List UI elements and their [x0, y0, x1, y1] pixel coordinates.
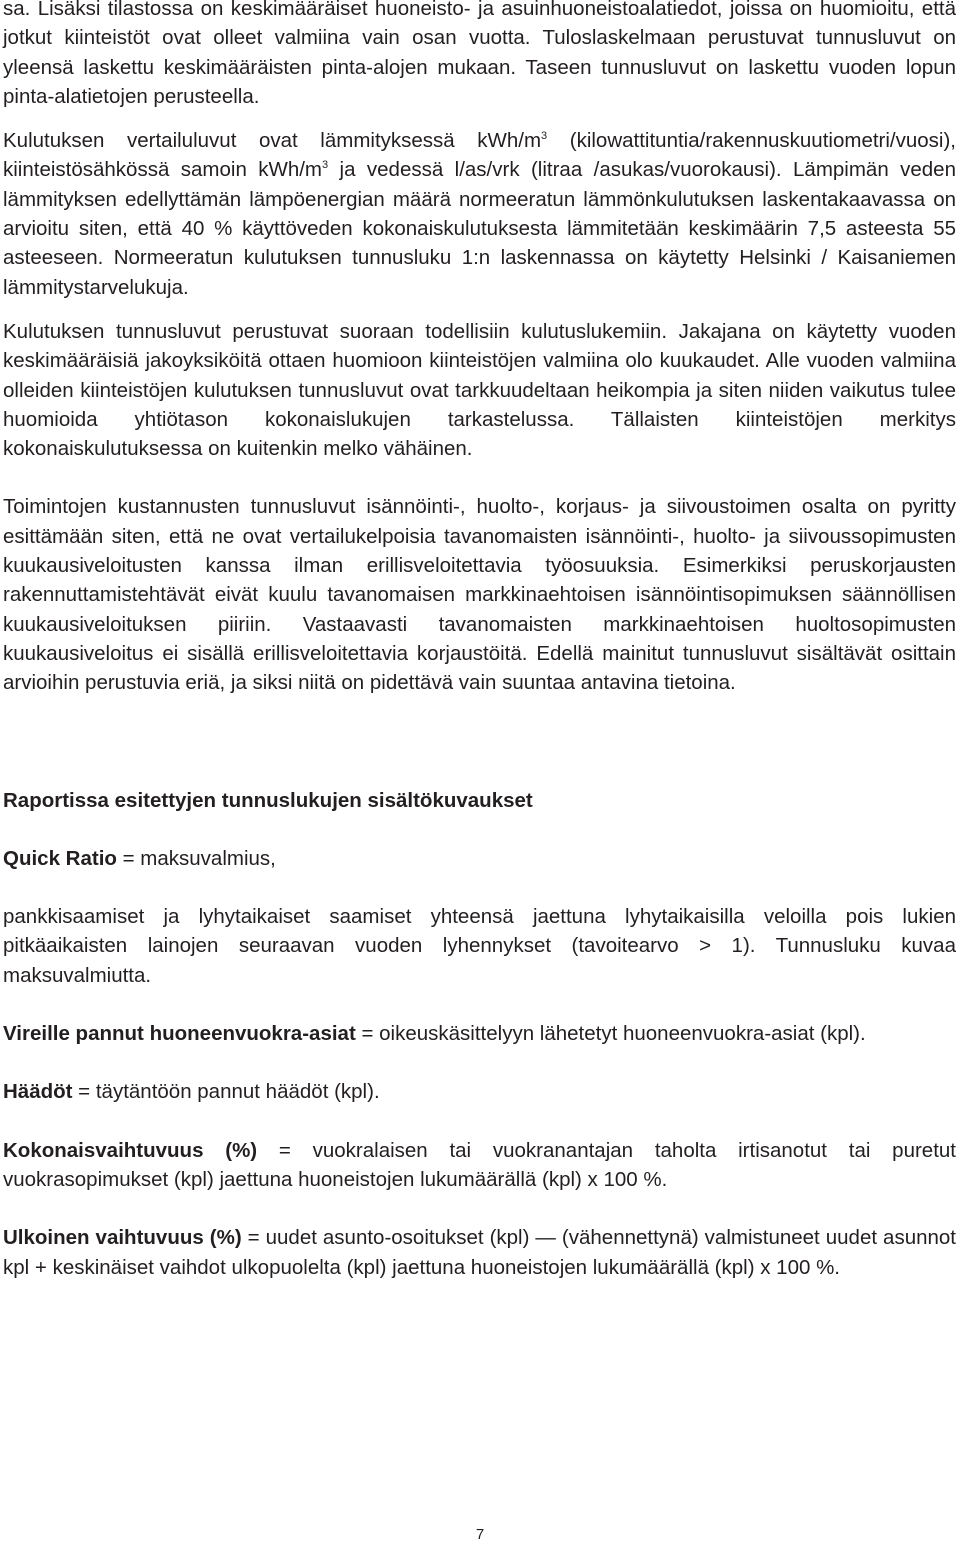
definition-term: Häädöt	[3, 1080, 73, 1104]
page-number: 7	[475, 1526, 485, 1543]
definition-text: = oikeuskäsittelyyn lähetetyt huoneenvuokra-asiat (kpl).	[355, 1022, 866, 1046]
document-page	[3, 0, 956, 1282]
section-heading: Raportissa esitettyjen tunnuslukujen sisältökuvaukset	[3, 788, 533, 812]
text-segment: (kilowattituntia/rakennuskuutiometri/vuosi), kiinteistösähkössä samoin kWh/m	[3, 129, 956, 182]
definition-quick-ratio	[3, 844, 956, 873]
definition-vireille	[3, 1019, 956, 1048]
definition-ulkoinen-vaihtuvuus	[3, 1223, 956, 1282]
definition-text: = uudet asunto-osoitukset (kpl) — (vähennettynä) valmistuneet uudet asunnot kpl + keskinäiset vaihdot ulkopuolelta (kpl) jaettuna huoneistojen lukumäärällä (kpl) x 100 %.	[3, 1226, 956, 1279]
text-segment: Kulutuksen vertailuluvut ovat lämmityksessä kWh/m	[3, 129, 542, 153]
definition-term: Kokonaisvaihtuvuus (%)	[3, 1138, 258, 1162]
superscript: 3	[322, 159, 329, 172]
paragraph-operating-costs: Toimintojen kustannusten tunnusluvut isännöinti-, huolto-, korjaus- ja siivoustoimen osalta on pyritty esittämään siten, että ne ovat vertailukelpoisia tavanomaisten isännöinti-, huolto- ja siivoussopimusten kuukausiveloitusten kanssa ilman erillisveloitettavia työosuuksia. Esimerkiksi peruskorjausten rakennuttamistehtävät eivät kuulu tavanomaisen markkinaehtoisen isännöintisopimuksen säännöllisen kuukausiveloituksen piiriin. Vastaavasti tavanomaisten markkinaehtoisen huoltosopimusten kuukausiveloitus ei sisällä erillisveloitettavia korjaustöitä. Edellä mainitut tunnusluvut sisältävät osittain arvioihin perustuvia eriä, ja siksi niitä on pidettävä vain suuntaa antavina tietoina.	[3, 495, 956, 695]
definition-kokonaisvaihtuvuus	[3, 1136, 956, 1195]
paragraph-consumption-reference	[3, 126, 956, 302]
superscript: 3	[541, 130, 548, 143]
paragraph-consumption-indicators: Kulutuksen tunnusluvut perustuvat suoraan todellisiin kulutuslukemiin. Jakajana on käytetty vuoden keskimääräisiä jakoyksiköitä ottaen huomioon kiinteistöjen valmiina olo kuukaudet. Alle vuoden valmiina olleiden kiinteistöjen kulutuksen tunnusluvut ovat tarkkuudeltaan heikompia ja siten niiden vaikutus tulee huomioida yhtiötason kokonaislukujen tarkastelussa. Tällaisten kiinteistöjen merkitys kokonaiskulutuksessa on kuitenkin melko vähäinen.	[3, 319, 956, 461]
definition-term: Vireille pannut huoneenvuokra-asiat	[3, 1022, 356, 1046]
definition-quick-ratio-description: pankkisaamiset ja lyhytaikaiset saamiset yhteensä jaettuna lyhytaikaisilla veloilla pois lukien pitkäaikaisten lainojen seuraavan vuoden lyhennykset (tavoitearvo > 1). Tunnusluku kuvaa maksuvalmiutta.	[3, 905, 956, 987]
definition-term: Quick Ratio	[3, 846, 117, 870]
definition-term: Ulkoinen vaihtuvuus (%)	[3, 1226, 242, 1250]
definition-haadot	[3, 1077, 956, 1106]
paragraph-area-data: sa. Lisäksi tilastossa on keskimääräiset huoneisto- ja asuinhuoneistoalatiedot, joissa on huomioitu, että jotkut kiinteistöt ovat olleet valmiina vain osan vuotta. Tuloslaskelmaan perustuvat tunnusluvut on yleensä laskettu keskimääräisten pinta-alojen mukaan. Taseen tunnusluvut on laskettu vuoden lopun pinta-alatietojen perusteella.	[3, 0, 956, 108]
definition-text: = maksuvalmius,	[116, 846, 276, 870]
definition-text: = vuokralaisen tai vuokranantajan taholta irtisanotut tai puretut vuokrasopimukset (kpl) jaettuna huoneistojen lukumäärällä (kpl) x 100 %.	[3, 1138, 956, 1191]
text-segment: ja vedessä l/as/vrk (litraa /asukas/vuorokausi). Lämpimän veden lämmityksen edellyttämän lämpöenergian määrä normeeratun lämmönkulutuksen laskentakaavassa on arvioitu siten, että 40 % käyttöveden kokonaiskulutuksesta lämmitetään keskimäärin 7,5 asteesta 55 asteeseen. Normeeratun kulutuksen tunnusluku 1:n laskennassa on käytetty Helsinki / Kaisaniemen lämmitystarvelukuja.	[3, 158, 956, 299]
definition-text: = täytäntöön pannut häädöt (kpl).	[72, 1080, 380, 1104]
